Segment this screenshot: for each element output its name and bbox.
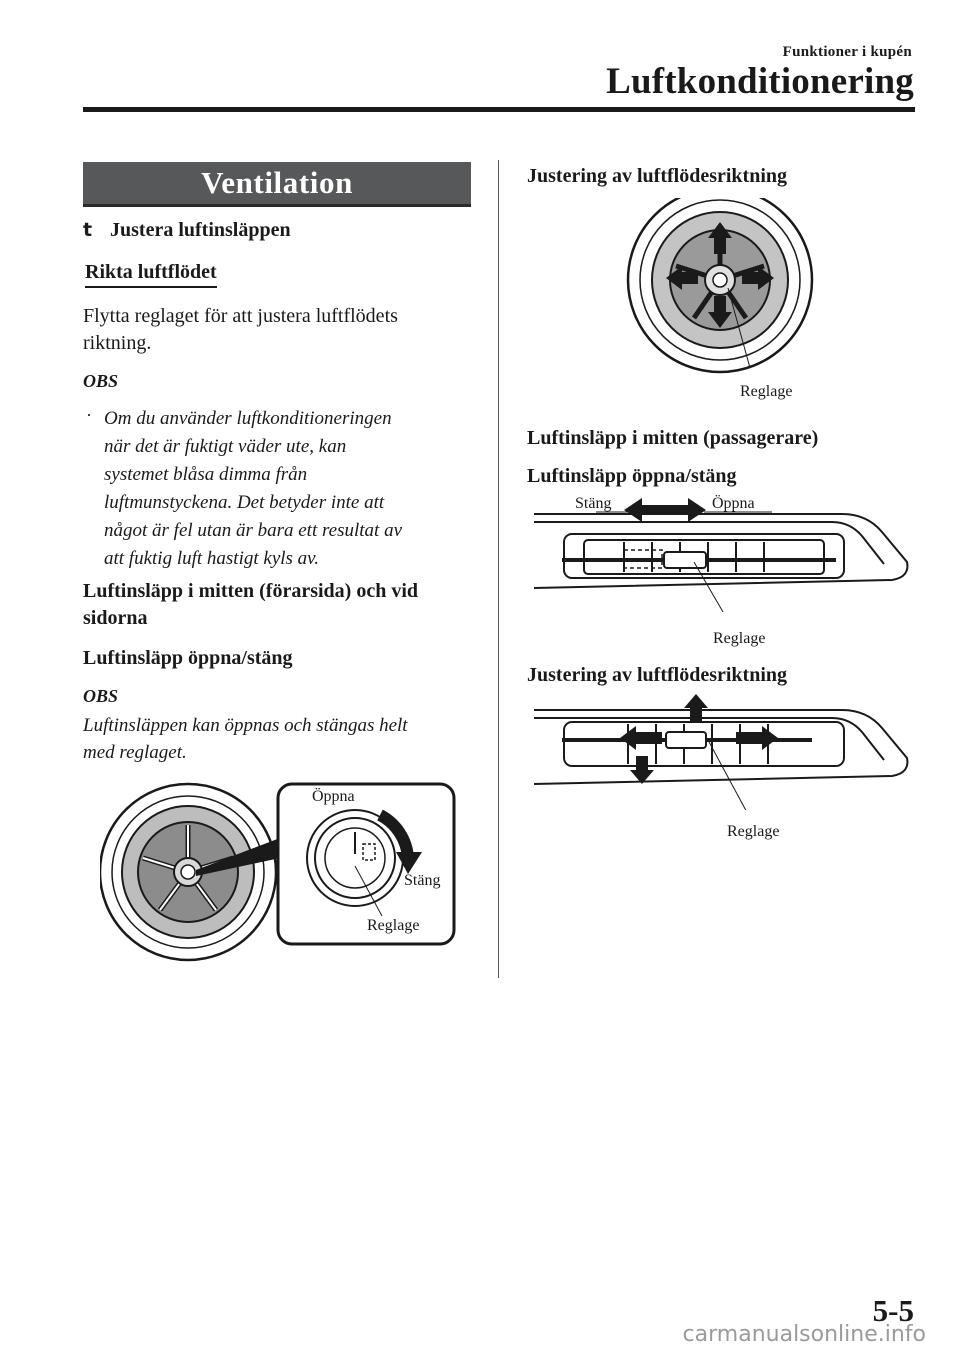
slider-knob (666, 732, 706, 748)
heading-center-vents-line2: sidorna (83, 607, 148, 629)
slider-knob (664, 552, 706, 568)
header-rule (83, 107, 915, 112)
label-open: Öppna (312, 788, 355, 805)
chapter-subtitle: Funktioner i kupén (782, 44, 912, 60)
slot-vent-drawing (534, 514, 907, 588)
note-line: systemet blåsa dimma från (104, 464, 308, 485)
chapter-title: Luftkonditionering (606, 61, 914, 102)
label-close: Stäng (404, 872, 441, 889)
note-line: Om du använder luftkonditioneringen (104, 408, 392, 429)
note-label: OBS (83, 371, 119, 391)
heading-open-close: Luftinsläpp öppna/stäng (527, 465, 737, 487)
label-control: Reglage (740, 383, 793, 400)
section-heading: Justera luftinsläppen (110, 219, 291, 241)
column-divider (498, 160, 499, 978)
heading-direction: Justering av luftflödesriktning (527, 165, 788, 187)
label-open: Öppna (712, 495, 755, 512)
note-line: luftmunstyckena. Det betyder inte att (104, 492, 385, 513)
note-label: OBS (83, 686, 119, 706)
watermark: carmanualsonline.info (682, 1322, 926, 1347)
label-close: Stäng (575, 495, 612, 512)
page-number: 5-5 (872, 1293, 914, 1328)
heading-passenger-vent: Luftinsläpp i mitten (passagerare) (527, 427, 819, 449)
subheading: Rikta luftflödet (85, 261, 217, 288)
note-line: något är fel utan är bara ett resultat av (104, 520, 403, 541)
slot-vent-drawing (534, 710, 907, 784)
note-line: när det är fuktigt väder ute, kan (104, 436, 347, 457)
round-vent-drawing (100, 784, 276, 960)
section-title-bar: Ventilation (83, 162, 471, 207)
note-line: Luftinsläppen kan öppnas och stängas helt (83, 715, 408, 736)
leader-line (708, 740, 750, 810)
note-bullet: · (86, 405, 92, 425)
label-control: Reglage (727, 823, 780, 840)
leader-line (694, 562, 730, 612)
paragraph-line: riktning. (83, 332, 152, 354)
round-vent-direction-figure (620, 198, 820, 378)
heading-open-close: Luftinsläpp öppna/stäng (83, 647, 293, 669)
paragraph-line: Flytta reglaget för att justera luftflödets (83, 305, 398, 327)
label-control: Reglage (713, 630, 766, 647)
slot-vent-direction-figure (532, 690, 912, 810)
section-bullet-icon: t (83, 219, 93, 241)
heading-direction: Justering av luftflödesriktning (527, 664, 788, 686)
open-close-arrow-icon (624, 498, 706, 522)
heading-center-vents-line1: Luftinsläpp i mitten (förarsida) och vid (83, 580, 419, 602)
note-line: med reglaget. (83, 742, 187, 763)
label-control: Reglage (367, 917, 420, 934)
note-line: att fuktig luft hastigt kyls av. (104, 548, 319, 569)
